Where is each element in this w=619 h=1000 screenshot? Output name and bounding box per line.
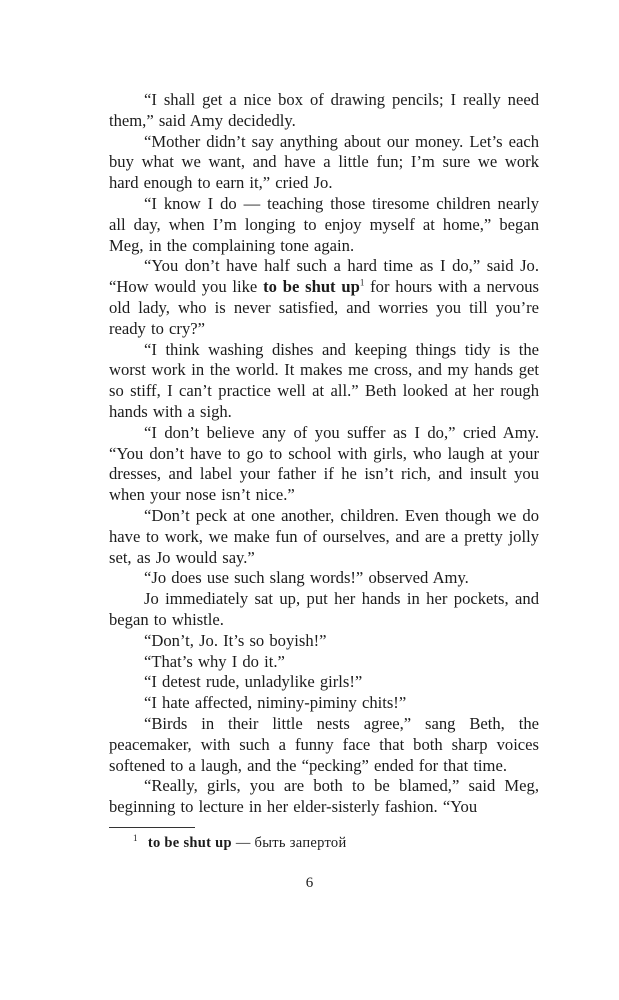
paragraph-15: “Really, girls, you are both to be blamed,” said Meg, beginning to lecture in her elder-sisterly fashion. “You bbox=[109, 776, 539, 817]
paragraph-6: “I don’t believe any of you suffer as I do,” cried Amy. “You don’t have to go to school with girls, who laugh at your dresses, and label your father if he isn’t rich, and insult you when your nose isn’t nice.” bbox=[109, 422, 539, 505]
body-text bbox=[109, 90, 539, 818]
paragraph-13: “I hate affected, niminy-piminy chits!” bbox=[144, 693, 407, 713]
footnote-reference[interactable]: 1 bbox=[359, 277, 365, 288]
paragraph-10: “Don’t, Jo. It’s so boyish!” bbox=[144, 630, 327, 650]
paragraph-14: “Birds in their little nests agree,” sang Beth, the peacemaker, with such a funny face that both sharp voices softened to a laugh, and the “pecking” ended for that time. bbox=[109, 713, 539, 775]
paragraph-8: “Jo does use such slang words!” observed Amy. bbox=[144, 568, 469, 588]
paragraph-7: “Don’t peck at one another, children. Even though we do have to work, we make fun of ourselves, and are a pretty jolly set, as Jo would say.” bbox=[109, 505, 539, 567]
paragraph-1: “I shall get a nice box of drawing pencils; I really need them,” said Amy decidedly. bbox=[109, 90, 539, 130]
paragraph-11: “That’s why I do it.” bbox=[144, 651, 285, 671]
footnote bbox=[133, 834, 533, 852]
paragraph-4-before: “You don’t have half such a hard time as I do,” said Jo. “How would you like bbox=[109, 256, 539, 297]
paragraph-5: “I think washing dishes and keeping things tidy is the worst work in the world. It makes me cross, and my hands get so stiff, I can’t practice well at all.” Beth looked at her rough hands with a sigh. bbox=[109, 339, 539, 421]
page-number: 6 bbox=[305, 875, 314, 891]
glossed-phrase: to be shut up bbox=[263, 277, 360, 297]
paragraph-12: “I detest rude, unladylike girls!” bbox=[144, 672, 363, 692]
paragraph-3: “I know I do — teaching those tiresome children nearly all day, when I’m longing to enjoy myself at home,” began Meg, in the complaining tone again. bbox=[109, 193, 539, 255]
paragraph-2: “Mother didn’t say anything about our money. Let’s each buy what we want, and have a little fun; I’m sure we work hard enough to earn it,” cried Jo. bbox=[109, 131, 539, 193]
paragraph-4-after: for hours with a nervous old lady, who is never satisfied, and worries you till you’re ready to cry?” bbox=[109, 277, 539, 338]
paragraph-4 bbox=[109, 256, 539, 339]
footnote-translation: — быть запертой bbox=[231, 835, 347, 851]
footnote-term: to be shut up bbox=[147, 835, 232, 851]
footnote-divider bbox=[109, 827, 195, 828]
footnote-mark: 1 bbox=[133, 833, 138, 844]
paragraph-9: Jo immediately sat up, put her hands in her pockets, and began to whistle. bbox=[109, 589, 539, 629]
